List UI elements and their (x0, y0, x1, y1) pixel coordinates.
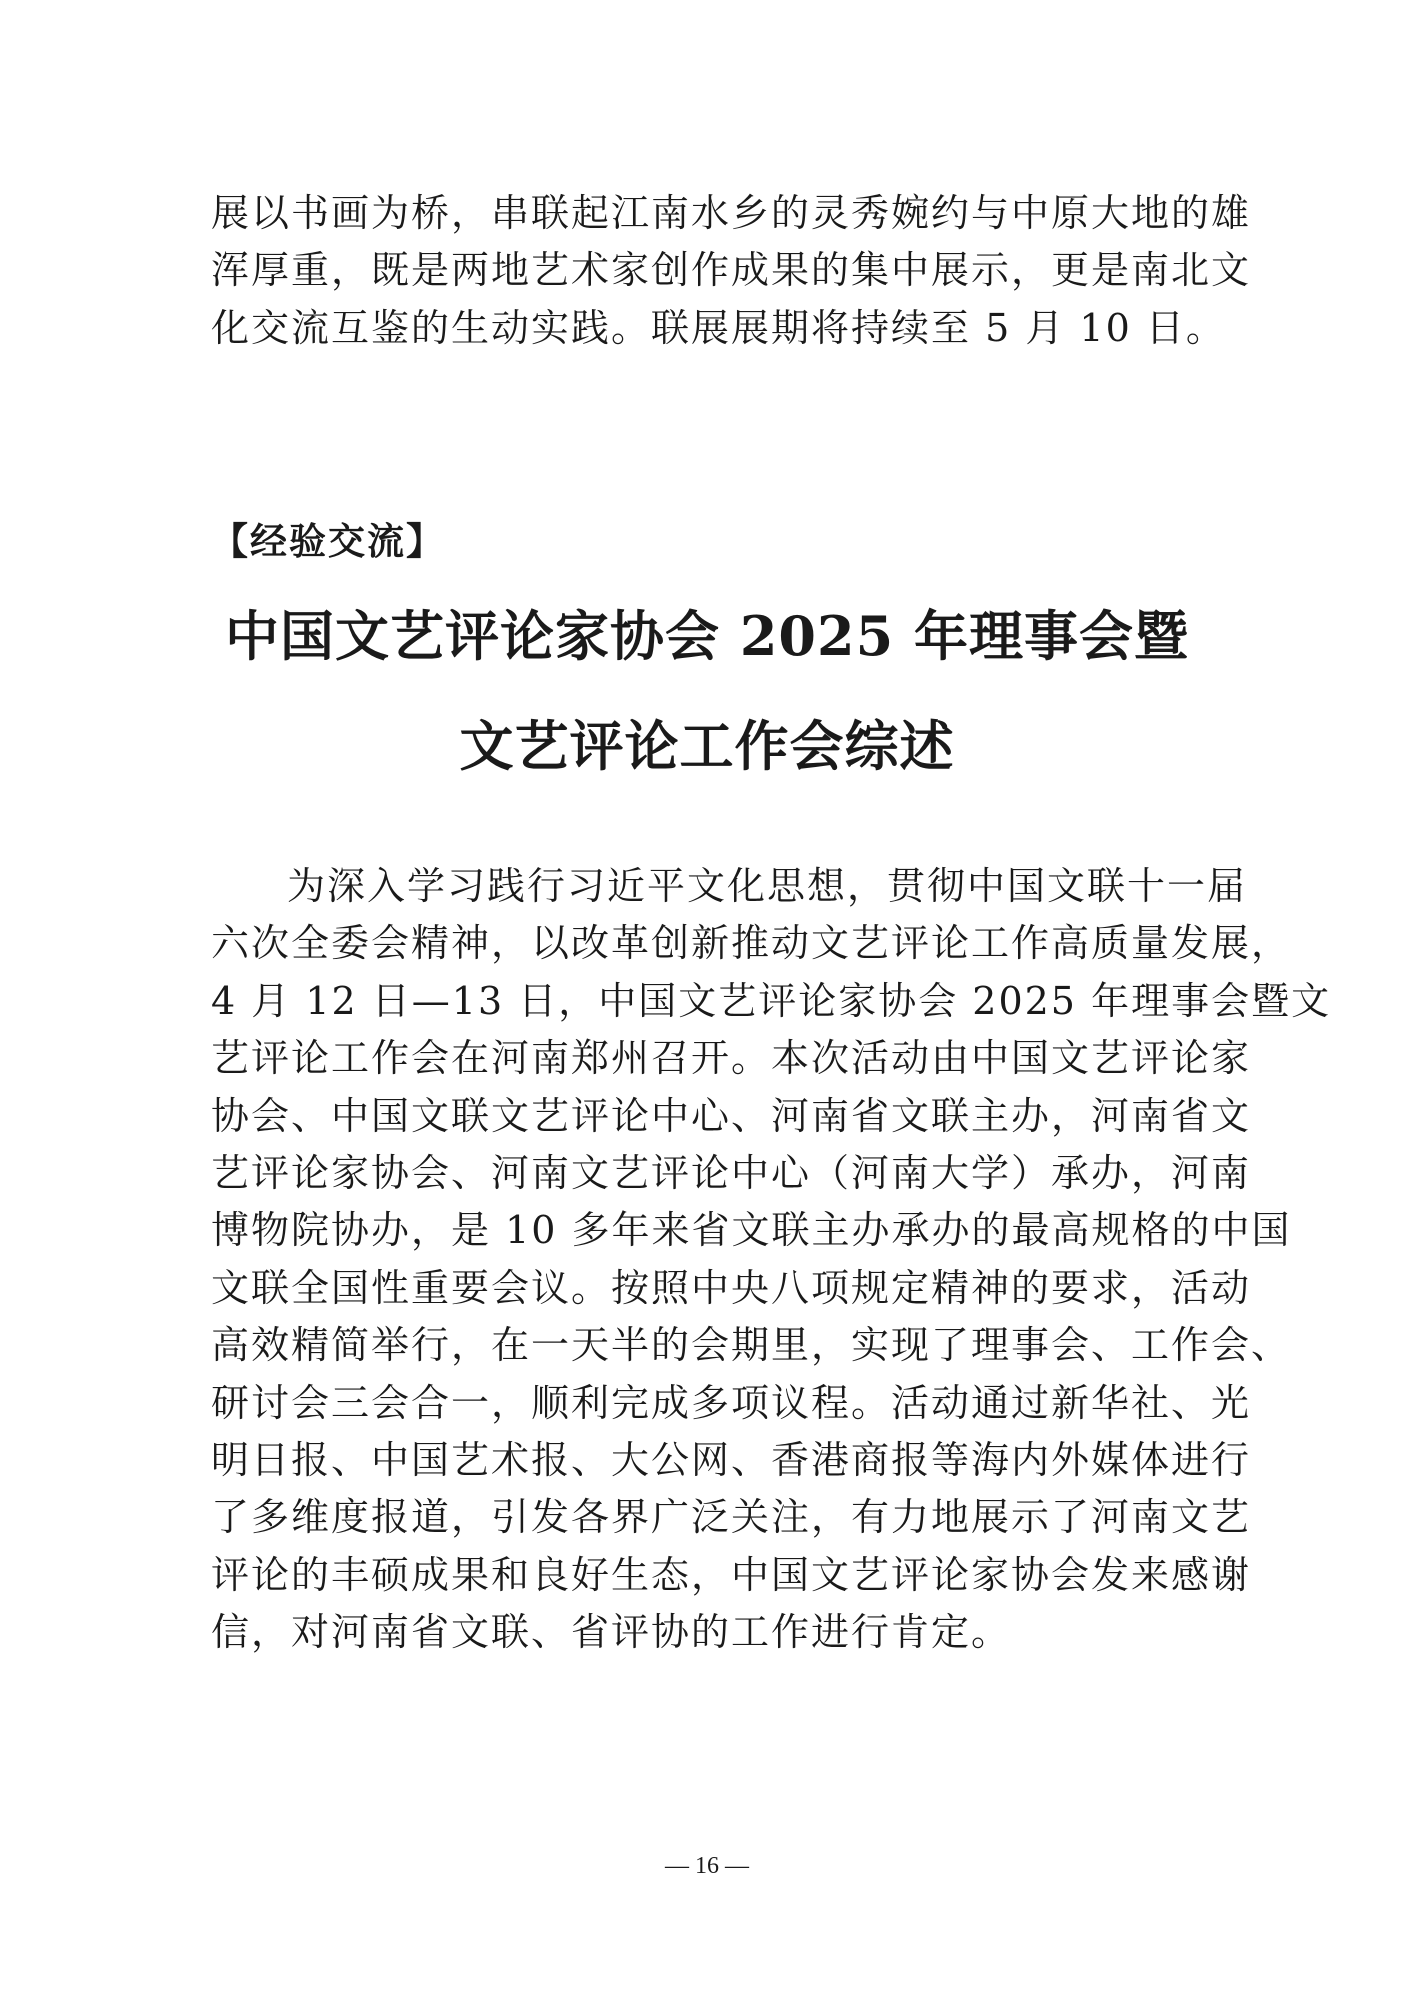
body-line: 4 月 12 日—13 日，中国文艺评论家协会 2025 年理事会暨文 (211, 978, 1332, 1023)
body-line: 高效精简举行，在一天半的会期里，实现了理事会、工作会、 (211, 1323, 1292, 1368)
body-line: 明日报、中国艺术报、大公网、香港商报等海内外媒体进行 (211, 1437, 1252, 1482)
article-body-paragraph (211, 858, 1332, 1661)
body-line: 信，对河南省文联、省评协的工作进行肯定。 (211, 1610, 1012, 1655)
body-line: 研讨会三会合一，顺利完成多项议程。活动通过新华社、光 (211, 1380, 1252, 1425)
intro-line: 展以书画为桥，串联起江南水乡的灵秀婉约与中原大地的雄 (211, 191, 1252, 235)
body-line: 评论的丰硕成果和良好生态，中国文艺评论家协会发来感谢 (211, 1552, 1252, 1597)
body-line: 艺评论家协会、河南文艺评论中心（河南大学）承办，河南 (211, 1150, 1252, 1195)
section-tag: 【经验交流】 (211, 520, 445, 563)
body-line: 文联全国性重要会议。按照中央八项规定精神的要求，活动 (211, 1265, 1252, 1310)
intro-line: 化交流互鉴的生动实践。联展展期将持续至 5 月 10 日。 (211, 305, 1226, 350)
article-title-line-1: 中国文艺评论家协会 2025 年理事会暨 (225, 604, 1189, 668)
intro-line: 浑厚重，既是两地艺术家创作成果的集中展示，更是南北文 (211, 248, 1252, 293)
body-line: 博物院协办，是 10 多年来省文联主办承办的最高规格的中国 (211, 1208, 1292, 1253)
intro-paragraph (211, 185, 1252, 357)
body-line: 六次全委会精神，以改革创新推动文艺评论工作高质量发展， (211, 921, 1292, 966)
article-title-line-2: 文艺评论工作会综述 (459, 714, 955, 778)
body-line: 了多维度报道，引发各界广泛关注，有力地展示了河南文艺 (211, 1495, 1252, 1540)
body-line: 艺评论工作会在河南郑州召开。本次活动由中国文艺评论家 (211, 1036, 1252, 1081)
body-line: 为深入学习践行习近平文化思想，贯彻中国文联十一届 (287, 864, 1248, 908)
page-number: — 16 — (665, 1853, 749, 1879)
body-line: 协会、中国文联文艺评论中心、河南省文联主办，河南省文 (211, 1093, 1252, 1138)
